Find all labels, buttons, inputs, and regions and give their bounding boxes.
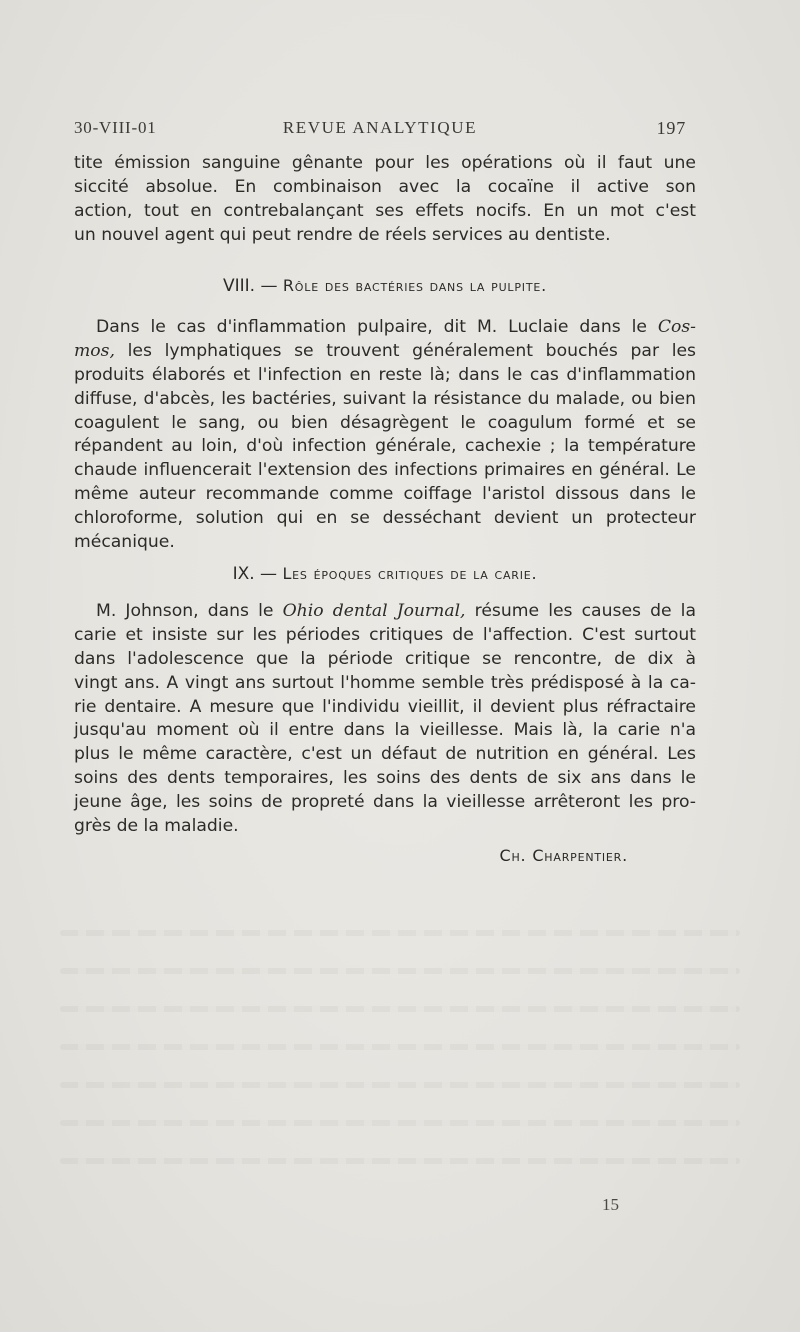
section-title: Rôle des bactéries dans la pulpite. bbox=[282, 276, 547, 295]
text-line: chloroforme, solution qui en se desséchant devient un protecteur bbox=[74, 508, 696, 529]
text-line: même auteur recommande comme coiffage l'aristol dissous dans le bbox=[74, 484, 696, 505]
page-number: 197 bbox=[656, 118, 686, 138]
signature-mark: 15 bbox=[602, 1195, 619, 1214]
text-line: tite émission sanguine gênante pour les opérations où il faut une bbox=[74, 153, 696, 173]
text-line: coagulent le sang, ou bien désagrègent le coagulum formé et se bbox=[74, 412, 696, 433]
text-line: action, tout en contrebalançant ses effets nocifs. En un mot c'est bbox=[74, 200, 696, 221]
text-line: Dans le cas d'inflammation pulpaire, dit M. Luclaie dans le Cos- bbox=[96, 317, 696, 337]
section-viii-paragraph bbox=[74, 316, 696, 555]
running-head bbox=[74, 118, 686, 144]
text-line: soins des dents temporaires, les soins des dents de six ans dans le bbox=[74, 768, 696, 789]
show-through-line bbox=[60, 1082, 740, 1088]
text-line: carie et insiste sur les périodes critiques de l'affection. C'est surtout bbox=[74, 624, 696, 645]
show-through-line bbox=[60, 968, 740, 974]
text-line: siccité absolue. En combinaison avec la cocaïne il active son bbox=[74, 176, 696, 197]
section-number: IX. — bbox=[232, 564, 283, 584]
text-line: rie dentaire. A mesure que l'individu vieillit, il devient plus réfractaire bbox=[74, 696, 696, 717]
text-line: jusqu'au moment où il entre dans la vieillesse. Mais là, la carie n'a bbox=[74, 720, 696, 741]
show-through-line bbox=[60, 930, 740, 936]
header-date: 30-VIII-01 bbox=[74, 118, 157, 137]
text-line: M. Johnson, dans le Ohio dental Journal, résume les causes de la bbox=[96, 601, 696, 621]
text-line: mos, les lymphatiques se trouvent généralement bouchés par les bbox=[74, 340, 696, 361]
text-line: répandent au loin, d'où infection générale, cachexie ; la température bbox=[74, 436, 696, 457]
text-line: produits élaborés et l'infection en reste là; dans le cas d'inflammation bbox=[74, 364, 696, 385]
text-line: chaude influencerait l'extension des infections primaires en général. Le bbox=[74, 460, 696, 481]
section-heading-viii bbox=[74, 276, 696, 296]
section-number: VIII. — bbox=[223, 276, 283, 296]
text-line: mécanique. bbox=[74, 532, 175, 553]
show-through-line bbox=[60, 1120, 740, 1126]
continued-paragraph bbox=[74, 152, 696, 248]
show-through-line bbox=[60, 1044, 740, 1050]
section-heading-ix bbox=[74, 564, 696, 584]
text-line: dans l'adolescence que la période critique se rencontre, de dix à bbox=[74, 648, 696, 669]
show-through-line bbox=[60, 1158, 740, 1164]
text-line: un nouvel agent qui peut rendre de réels services au dentiste. bbox=[74, 224, 611, 245]
show-through-line bbox=[60, 1006, 740, 1012]
text-line: vingt ans. A vingt ans surtout l'homme semble très prédisposé à la ca- bbox=[74, 672, 696, 693]
text-line: grès de la maladie. bbox=[74, 816, 239, 837]
author-signature: Ch. Charpentier. bbox=[499, 846, 628, 865]
text-line: jeune âge, les soins de propreté dans la vieillesse arrêteront les pro- bbox=[74, 792, 696, 813]
section-title: Les époques critiques de la carie. bbox=[282, 564, 538, 583]
text-line: diffuse, d'abcès, les bactéries, suivant la résistance du malade, ou bien bbox=[74, 388, 696, 409]
section-ix-paragraph bbox=[74, 600, 696, 839]
text-line: plus le même caractère, c'est un défaut de nutrition en général. Les bbox=[74, 744, 696, 765]
header-journal-title: REVUE ANALYTIQUE bbox=[282, 118, 478, 137]
